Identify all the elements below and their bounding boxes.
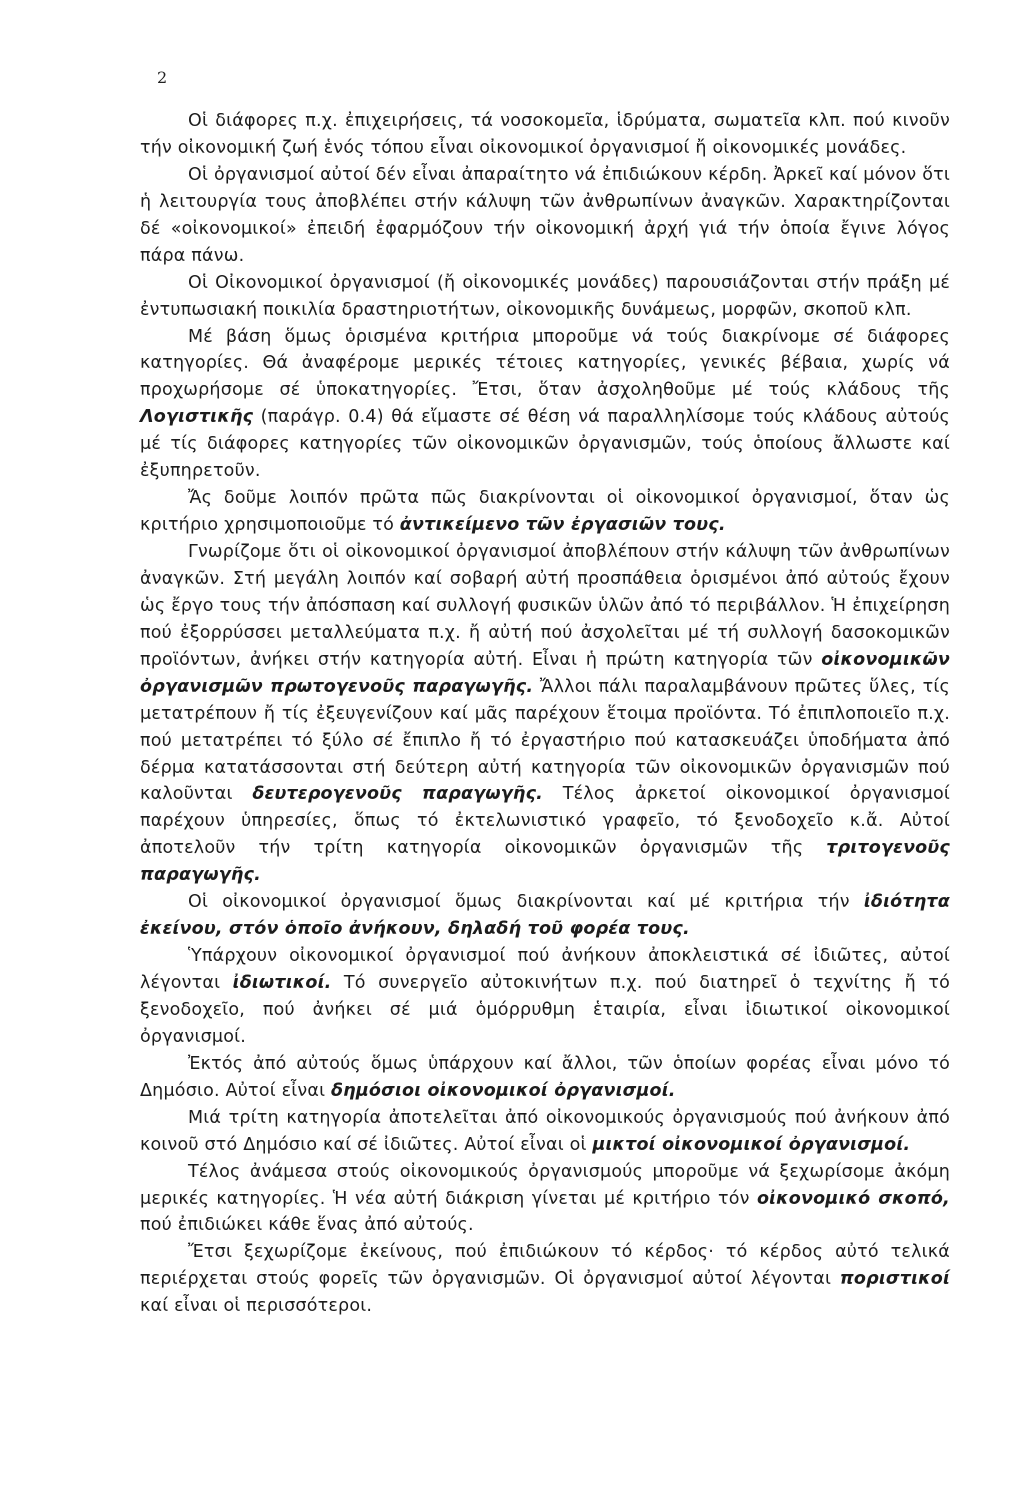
text-run: Ἔτσι ξεχωρίζομε ἐκείνους, πού ἐπιδιώκουν τό κέρδος· τό κέρδος αὐτό τελικά περιέρχεται στούς φορεῖς τῶν ὀργανισμῶν. Οἱ ὀργανισμοί αὐτοί λέγονται — [140, 1242, 950, 1290]
text-run: Μέ βάση ὅμως ὁρισμένα κριτήρια μποροῦμε νά τούς διακρίνομε σέ διάφορες κατηγορίες. Θά ἀναφέρομε μερικές τέτοιες κατηγορίες, γενικές βέβαια, χωρίς νά προχωρήσομε σέ ὑποκατηγορίες. Ἔτσι, ὅταν ἀσχοληθοῦμε μέ τούς κλάδους τῆς — [140, 326, 950, 401]
text-run: Οἱ ὀργανισμοί αὐτοί δέν εἶναι ἀπαραίτητο νά ἐπιδιώκουν κέρδη. Ἀρκεῖ καί μόνον ὅτι ἡ λειτουργία τους ἀποβλέπει στήν κάλυψη τῶν ἀνθρωπίνων ἀναγκῶν. Χαρακτηρίζονται δέ «οἰκονομικοί» ἐπειδή ἐφαρμόζουν τήν οἰκονομική ἀρχή γιά τήν ὁποία ἔγινε λόγος πάρα πάνω. — [140, 164, 950, 266]
text-run: Ἄλλοι πάλι παραλαμβάνουν πρῶτες ὕλες, τίς μετατρέπουν ἤ τίς ἐξευγενίζουν καί μᾶς παρέχουν ἕτοιμα προϊόντα. Τό ἐπιπλοποιεῖο π.χ. πού μετατρέπει τό ξύλο σέ ἔπιπλο ἤ τό ἐργαστήριο πού κατασκευάζει ὑποδήματα ἀπό δέρμα κατατάσσονται στή δεύτερη αὐτή κατηγορία τῶν οἰκονομικῶν ὀργανισμῶν πού καλοῦνται — [140, 676, 950, 805]
text-run: πού ἐπιδιώκει κάθε ἕνας ἀπό αὐτούς. — [140, 1215, 474, 1236]
page-number: 2 — [157, 68, 168, 87]
text-run: Γνωρίζομε ὅτι οἱ οἰκονομικοί ὀργανισμοί ἀποβλέπουν στήν κάλυψη τῶν ἀνθρωπίνων ἀναγκῶν. Στή μεγάλη λοιπόν καί σοβαρή αὐτή προσπάθεια ὁρισμένοι ἀπό αὐτούς ἔχουν ὡς ἔργο τους τήν ἀπόσπαση καί συλλογή φυσικῶν ὑλῶν ἀπό τό περιβάλλον. Ἡ ἐπιχείρηση πού ἐξορρύσσει μεταλλεύματα π.χ. ἤ αὐτή πού ἀσχολεῖται μέ τή συλλογή δασοκομικῶν προϊόντων, ἀνήκει στήν κατηγορία αὐτή. Εἶναι ἡ πρώτη κατηγορία τῶν — [140, 542, 950, 670]
emphasized-term: δευτερογενοῦς παραγωγῆς. — [252, 784, 543, 805]
text-run: Οἱ διάφορες π.χ. ἐπιχειρήσεις, τά νοσοκομεῖα, ἱδρύματα, σωματεῖα κλπ. πού κινοῦν τήν οἰκονομική ζωή ἑνός τόπου εἶναι οἰκονομικοί ὀργανισμοί ἤ οἰκονομικές μονάδες. — [140, 111, 950, 158]
paragraph — [140, 539, 950, 889]
paragraph — [140, 1239, 950, 1320]
paragraph — [140, 1105, 950, 1159]
paragraph — [140, 1159, 950, 1240]
paragraph — [140, 108, 950, 162]
text-run: Οἱ οἰκονομικοί ὀργανισμοί ὅμως διακρίνονται καί μέ κριτήρια τήν — [188, 892, 864, 913]
text-run: καί εἶναι οἱ περισσότεροι. — [140, 1296, 373, 1317]
text-run: Μιά τρίτη κατηγορία ἀποτελεῖται ἀπό οἰκονομικούς ὀργανισμούς πού ἀνήκουν ἀπό κοινοῦ στό Δημόσιο καί σέ ἰδιῶτες. Αὐτοί εἶναι οἱ — [140, 1107, 950, 1155]
text-run: (παράγρ. 0.4) θά εἴμαστε σέ θέση νά παραλληλίσομε τούς κλάδους αὐτούς μέ τίς διάφορες κατηγορίες τῶν οἰκονομικῶν ὀργανισμῶν, τούς ὁποίους ἄλλωστε καί ἐξυπηρετοῦν. — [140, 407, 950, 482]
emphasized-term: ἰδιωτικοί. — [232, 973, 332, 993]
paragraph — [140, 485, 950, 539]
emphasized-term: ἀντικείμενο τῶν ἐργασιῶν τους. — [399, 515, 726, 536]
body-text — [140, 108, 950, 1320]
emphasized-term: ἰδιότητα ἐκείνου, στόν ὁποῖο ἀνήκουν, δηλαδή τοῦ φορέα τους. — [140, 892, 950, 940]
text-run: Τό συνεργεῖο αὐτοκινήτων π.χ. πού διατηρεῖ ὁ τεχνίτης ἤ τό ξενοδοχεῖο, πού ἀνήκει σέ μιά ὁμόρρυθμη ἑταιρία, εἶναι ἰδιωτικοί οἰκονομικοί ὀργανισμοί. — [140, 973, 950, 1047]
emphasized-term: δημόσιοι οἰκονομικοί ὀργανισμοί. — [330, 1080, 676, 1101]
paragraph — [140, 889, 950, 943]
text-run: Οἱ Οἰκονομικοί ὀργανισμοί (ἤ οἰκονομικές μονάδες) παρουσιάζονται στήν πράξη μέ ἐντυπωσιακή ποικιλία δραστηριοτήτων, οἰκονομικῆς δυνάμεως, μορφῶν, σκοποῦ κλπ. — [140, 272, 950, 320]
emphasized-term: ποριστικοί — [839, 1269, 950, 1290]
text-run: Τέλος ἀνάμεσα στούς οἰκονομικούς ὀργανισμούς μποροῦμε νά ξεχωρίσομε ἀκόμη μερικές κατηγορίες. Ἡ νέα αὐτή διάκριση γίνεται μέ κριτήριο τόν — [140, 1161, 950, 1209]
emphasized-term: τριτογενοῦς παραγωγῆς. — [140, 838, 950, 886]
emphasized-term: μικτοί οἰκονομικοί ὀργανισμοί. — [592, 1134, 911, 1155]
text-run: Ἄς δοῦμε λοιπόν πρῶτα πῶς διακρίνονται οἱ οἰκονομικοί ὀργανισμοί, ὅταν ὡς κριτήριο χρησιμοποιοῦμε τό — [140, 488, 950, 536]
paragraph — [140, 943, 950, 1051]
emphasized-term: οἰκονομικῶν ὀργανισμῶν πρωτογενοῦς παραγωγῆς. — [140, 649, 950, 697]
paragraph — [140, 1051, 950, 1105]
emphasized-term: Λογιστικῆς — [140, 407, 254, 428]
text-run: Ἐκτός ἀπό αὐτούς ὅμως ὑπάρχουν καί ἄλλοι, τῶν ὁποίων φορέας εἶναι μόνο τό Δημόσιο. Αὐτοί εἶναι — [140, 1053, 950, 1101]
text-run: Ὑπάρχουν οἰκονομικοί ὀργανισμοί πού ἀνήκουν ἀποκλειστικά σέ ἰδιῶτες, αὐτοί λέγονται — [140, 946, 950, 993]
emphasized-term: οἰκονομικό σκοπό, — [756, 1188, 950, 1209]
text-run: Τέλος ἀρκετοί οἰκονομικοί ὀργανισμοί παρέχουν ὑπηρεσίες, ὅπως τό ἐκτελωνιστικό γραφεῖο, τό ξενοδοχεῖο κ.ἄ. Αὐτοί ἀποτελοῦν τήν τρίτη κατηγορία οἰκονομικῶν ὀργανισμῶν τῆς — [140, 784, 950, 859]
paragraph — [140, 270, 950, 324]
paragraph — [140, 324, 950, 486]
paragraph — [140, 162, 950, 270]
